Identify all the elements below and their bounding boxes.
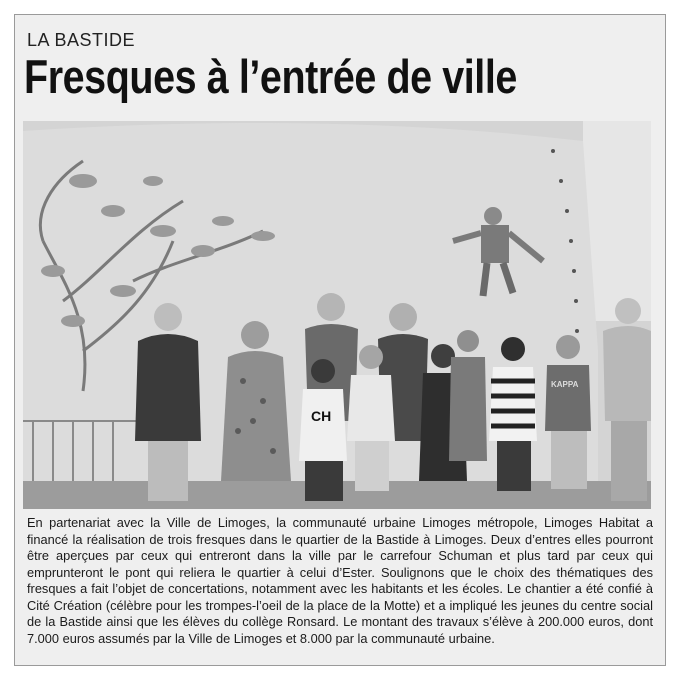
shirt-text-ch: CH <box>311 408 332 424</box>
article-headline: Fresques à l’entrée de ville <box>24 50 517 103</box>
shirt-text-kappa: KAPPA <box>551 380 579 389</box>
article-photo <box>23 121 651 509</box>
section-rubric: LA BASTIDE <box>27 30 136 50</box>
newspaper-clipping <box>14 14 666 666</box>
article-body: En partenariat avec la Ville de Limoges, la communauté urbaine Limoges métropole, Limoges Habitat a financé la réalisation de trois fresques dans le quartier de la Bastide à Limoges. Deux d’entres elles pourront être aperçues par ceux qui entreront dans la ville par le carrefour Schuman et plus tard par ceux qui emprunteront le pont qui reliera le quartier à celui d’Ester. Soulignons que le choix des thématiques des fresques a fait l’objet de concertations, notamment avec les habitants et les écoles. Le chantier a été confié à Cité Création (célèbre pour les trompes-l’oeil de la place de la Motte) et a impliqué les jeunes du centre social de la Bastide ainsi que les élèves du collège Ronsard. Le montant des travaux s’élève à 200.000 euros, dont 7.000 euros assumés par la Ville de Limoges et 8.000 par la communauté urbaine. <box>27 515 653 646</box>
